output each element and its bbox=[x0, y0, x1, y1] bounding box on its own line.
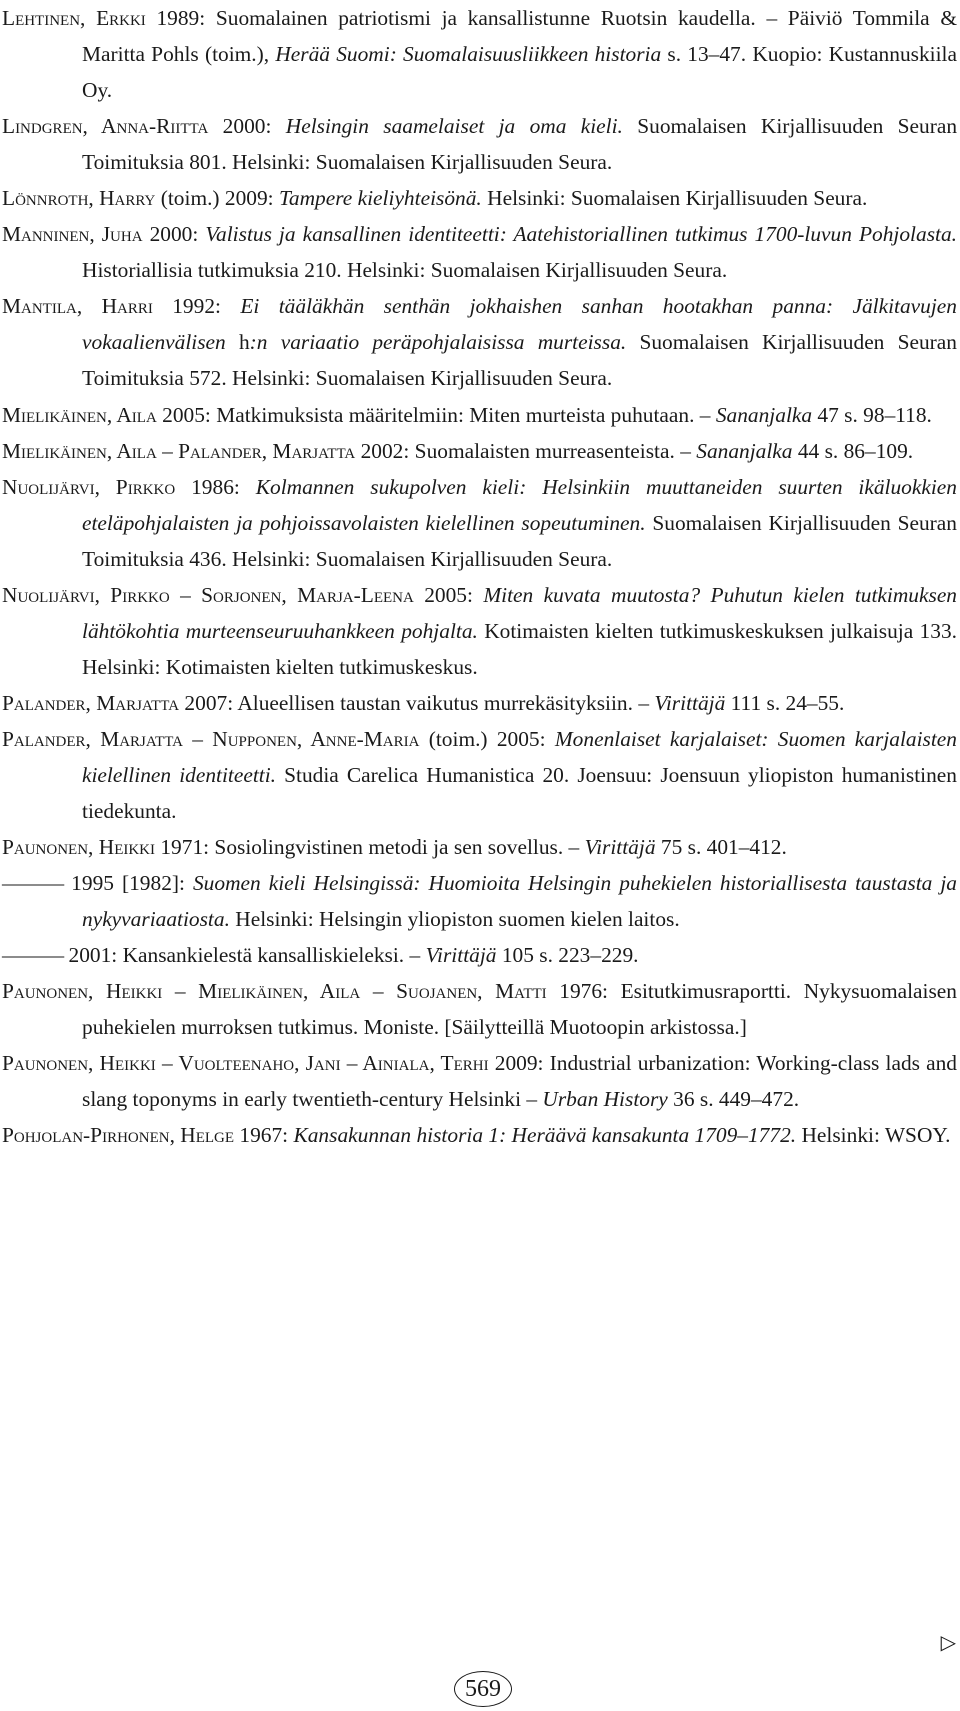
reference-entry bbox=[2, 288, 957, 396]
reference-entry bbox=[2, 1045, 957, 1117]
work-title: :n variaatio peräpohjalaisissa murteissa. bbox=[249, 330, 627, 355]
page-number: 569 bbox=[454, 1671, 512, 1707]
work-title: Tampere kieliyhteisönä. bbox=[278, 186, 482, 211]
work-title: Virittäjä bbox=[654, 690, 726, 715]
reference-text: (toim.) 2005: bbox=[419, 726, 555, 751]
author-name: Lindgren, Anna-Riitta bbox=[2, 114, 209, 139]
work-title: Ei tääläkhän senthän jokhaishen sanhan hootakhan panna: Jälkitavujen vokaalienvälisen bbox=[82, 294, 957, 355]
reference-list bbox=[2, 0, 957, 1154]
author-name: Manninen, Juha bbox=[2, 222, 143, 247]
work-title: Sananjalka bbox=[715, 402, 813, 427]
author-name: Mielikäinen, Aila bbox=[2, 402, 157, 427]
reference-text: Helsinki: WSOY. bbox=[796, 1123, 951, 1148]
author-name: Paunonen, Heikki bbox=[2, 835, 156, 860]
reference-text: Suomalaisen Kirjallisuuden Seuran Toimituksia 436. Helsinki: Suomalaisen Kirjallisuuden Seura. bbox=[82, 510, 957, 571]
reference-entry bbox=[2, 108, 957, 180]
reference-text: Kotimaisten kielten tutkimuskeskuksen julkaisuja 133. Helsinki: Kotimaisten kielten tutkimuskeskus. bbox=[82, 618, 957, 679]
reference-text: Helsinki: Suomalaisen Kirjallisuuden Seura. bbox=[481, 186, 868, 211]
reference-text: 47 s. 98–118. bbox=[812, 402, 932, 427]
reference-text: 2001: Kansankielestä kansalliskieleksi. – bbox=[63, 943, 426, 968]
reference-text: 1992: bbox=[152, 294, 241, 319]
reference-text: 75 s. 401–412. bbox=[655, 835, 787, 860]
reference-text: 2000: bbox=[208, 114, 286, 139]
reference-text: 2009: Industrial urbanization: Working-class lads and slang toponyms in early twentieth-century Helsinki – bbox=[82, 1051, 957, 1112]
reference-entry bbox=[2, 685, 957, 721]
work-title: Virittäjä bbox=[425, 943, 497, 968]
work-title: Herää Suomi: Suomalaisuusliikkeen historia bbox=[275, 42, 662, 67]
reference-text: (toim.) 2009: bbox=[155, 186, 279, 211]
reference-entry bbox=[2, 721, 957, 829]
work-title: Kansakunnan historia 1: Heräävä kansakunta 1709–1772. bbox=[293, 1123, 797, 1148]
reference-text: Suomalaisen Kirjallisuuden Seuran Toimituksia 572. Helsinki: Suomalaisen Kirjallisuuden Seura. bbox=[82, 330, 957, 391]
reference-text: 1995 [1982]: bbox=[63, 871, 193, 896]
reference-text: Helsinki: Helsingin yliopiston suomen kielen laitos. bbox=[229, 907, 680, 932]
author-name: Lehtinen, Erkki bbox=[2, 6, 146, 30]
work-title: Miten kuvata muutosta? Puhutun kielen tutkimuksen lähtökohtia murteenseuruuhankkeen pohjalta. bbox=[82, 582, 958, 643]
reference-entry bbox=[2, 973, 957, 1045]
reference-text: h bbox=[238, 330, 250, 355]
author-name: Palander, Marjatta – Nupponen, Anne-Maria bbox=[2, 726, 420, 751]
reference-entry bbox=[2, 216, 957, 288]
reference-text: 2007: Alueellisen taustan vaikutus murrekäsityksiin. – bbox=[179, 690, 655, 715]
same-author-rule: ——— bbox=[2, 871, 64, 896]
author-name: Paunonen, Heikki – Vuolteenaho, Jani – Ainiala, Terhi bbox=[2, 1051, 489, 1076]
reference-text: Studia Carelica Humanistica 20. Joensuu: Joensuun yliopiston humanistinen tiedekunta. bbox=[82, 762, 957, 824]
reference-text: 2005: bbox=[413, 582, 484, 607]
work-title: Sananjalka bbox=[696, 438, 793, 463]
reference-entry bbox=[2, 180, 957, 216]
work-title: Urban History bbox=[542, 1087, 668, 1112]
reference-text: Suomalaisen Kirjallisuuden Seuran Toimituksia 801. Helsinki: Suomalaisen Kirjallisuuden Seura. bbox=[82, 114, 958, 175]
work-title: Kolmannen sukupolven kieli: Helsinkiin muuttaneiden suurten ikäluokkien eteläpohjalaisten ja pohjoissavolaisten kielellinen sopeutuminen. bbox=[82, 474, 957, 535]
reference-text: 2005: Matkimuksista määritelmiin: Miten murteista puhutaan. – bbox=[156, 402, 716, 427]
author-name: Nuolijärvi, Pirkko – Sorjonen, Marja-Leena bbox=[2, 582, 414, 607]
reference-entry bbox=[2, 397, 957, 433]
work-title: Valistus ja kansallinen identiteetti: Aatehistoriallinen tutkimus 1700-luvun Pohjolasta. bbox=[205, 222, 958, 247]
author-name: Paunonen, Heikki – Mielikäinen, Aila – Suojanen, Matti bbox=[2, 979, 547, 1004]
reference-entry bbox=[2, 0, 957, 108]
reference-text: 1989: Suomalainen patriotismi ja kansallistunne Ruotsin kaudella. – Päiviö Tommila & Maritta Pohls (toim.), bbox=[82, 6, 957, 67]
reference-text: 2002: Suomalaisten murreasenteista. – bbox=[355, 438, 697, 463]
author-name: Palander, Marjatta bbox=[2, 690, 180, 715]
reference-text: 1986: bbox=[175, 474, 256, 499]
reference-text: 36 s. 449–472. bbox=[667, 1087, 800, 1112]
reference-text: Historiallisia tutkimuksia 210. Helsinki: Suomalaisen Kirjallisuuden Seura. bbox=[82, 258, 728, 283]
author-name: Lönnroth, Harry bbox=[2, 186, 156, 211]
reference-text: 111 s. 24–55. bbox=[725, 690, 845, 715]
work-title: Monenlaiset karjalaiset: Suomen karjalaisten kielellinen identiteetti. bbox=[82, 726, 957, 787]
next-page-arrow-icon: ▷ bbox=[940, 1630, 956, 1654]
work-title: Helsingin saamelaiset ja oma kieli. bbox=[285, 114, 623, 139]
reference-text: 1967: bbox=[234, 1123, 294, 1148]
work-title: Suomen kieli Helsingissä: Huomioita Helsingin puhekielen historiallisesta taustasta ja nykyvariaatiosta. bbox=[82, 871, 958, 932]
author-name: Nuolijärvi, Pirkko bbox=[2, 474, 176, 499]
reference-entry bbox=[2, 577, 957, 685]
same-author-rule: ——— bbox=[2, 943, 64, 968]
reference-text: 2000: bbox=[142, 222, 206, 247]
reference-entry bbox=[2, 1117, 957, 1153]
reference-entry bbox=[2, 937, 957, 973]
reference-entry bbox=[2, 469, 957, 577]
reference-text: 105 s. 223–229. bbox=[496, 943, 639, 968]
reference-text: s. 13–47. Kuopio: Kustannuskiila Oy. bbox=[82, 42, 957, 103]
reference-text: 44 s. 86–109. bbox=[792, 438, 914, 463]
work-title: Virittäjä bbox=[584, 835, 656, 860]
author-name: Mantila, Harri bbox=[2, 294, 153, 319]
reference-text: 1976: Esitutkimusraportti. Nykysuomalaisen puhekielen murroksen tutkimus. Moniste. [Säilytteillä Muotoopin arkistossa.] bbox=[82, 979, 957, 1040]
reference-text: 1971: Sosiolingvistinen metodi ja sen sovellus. – bbox=[155, 835, 585, 860]
author-name: Mielikäinen, Aila – Palander, Marjatta bbox=[2, 438, 356, 463]
reference-entry bbox=[2, 433, 957, 469]
reference-entry bbox=[2, 865, 957, 937]
reference-entry bbox=[2, 829, 957, 865]
author-name: Pohjolan-Pirhonen, Helge bbox=[2, 1123, 235, 1148]
